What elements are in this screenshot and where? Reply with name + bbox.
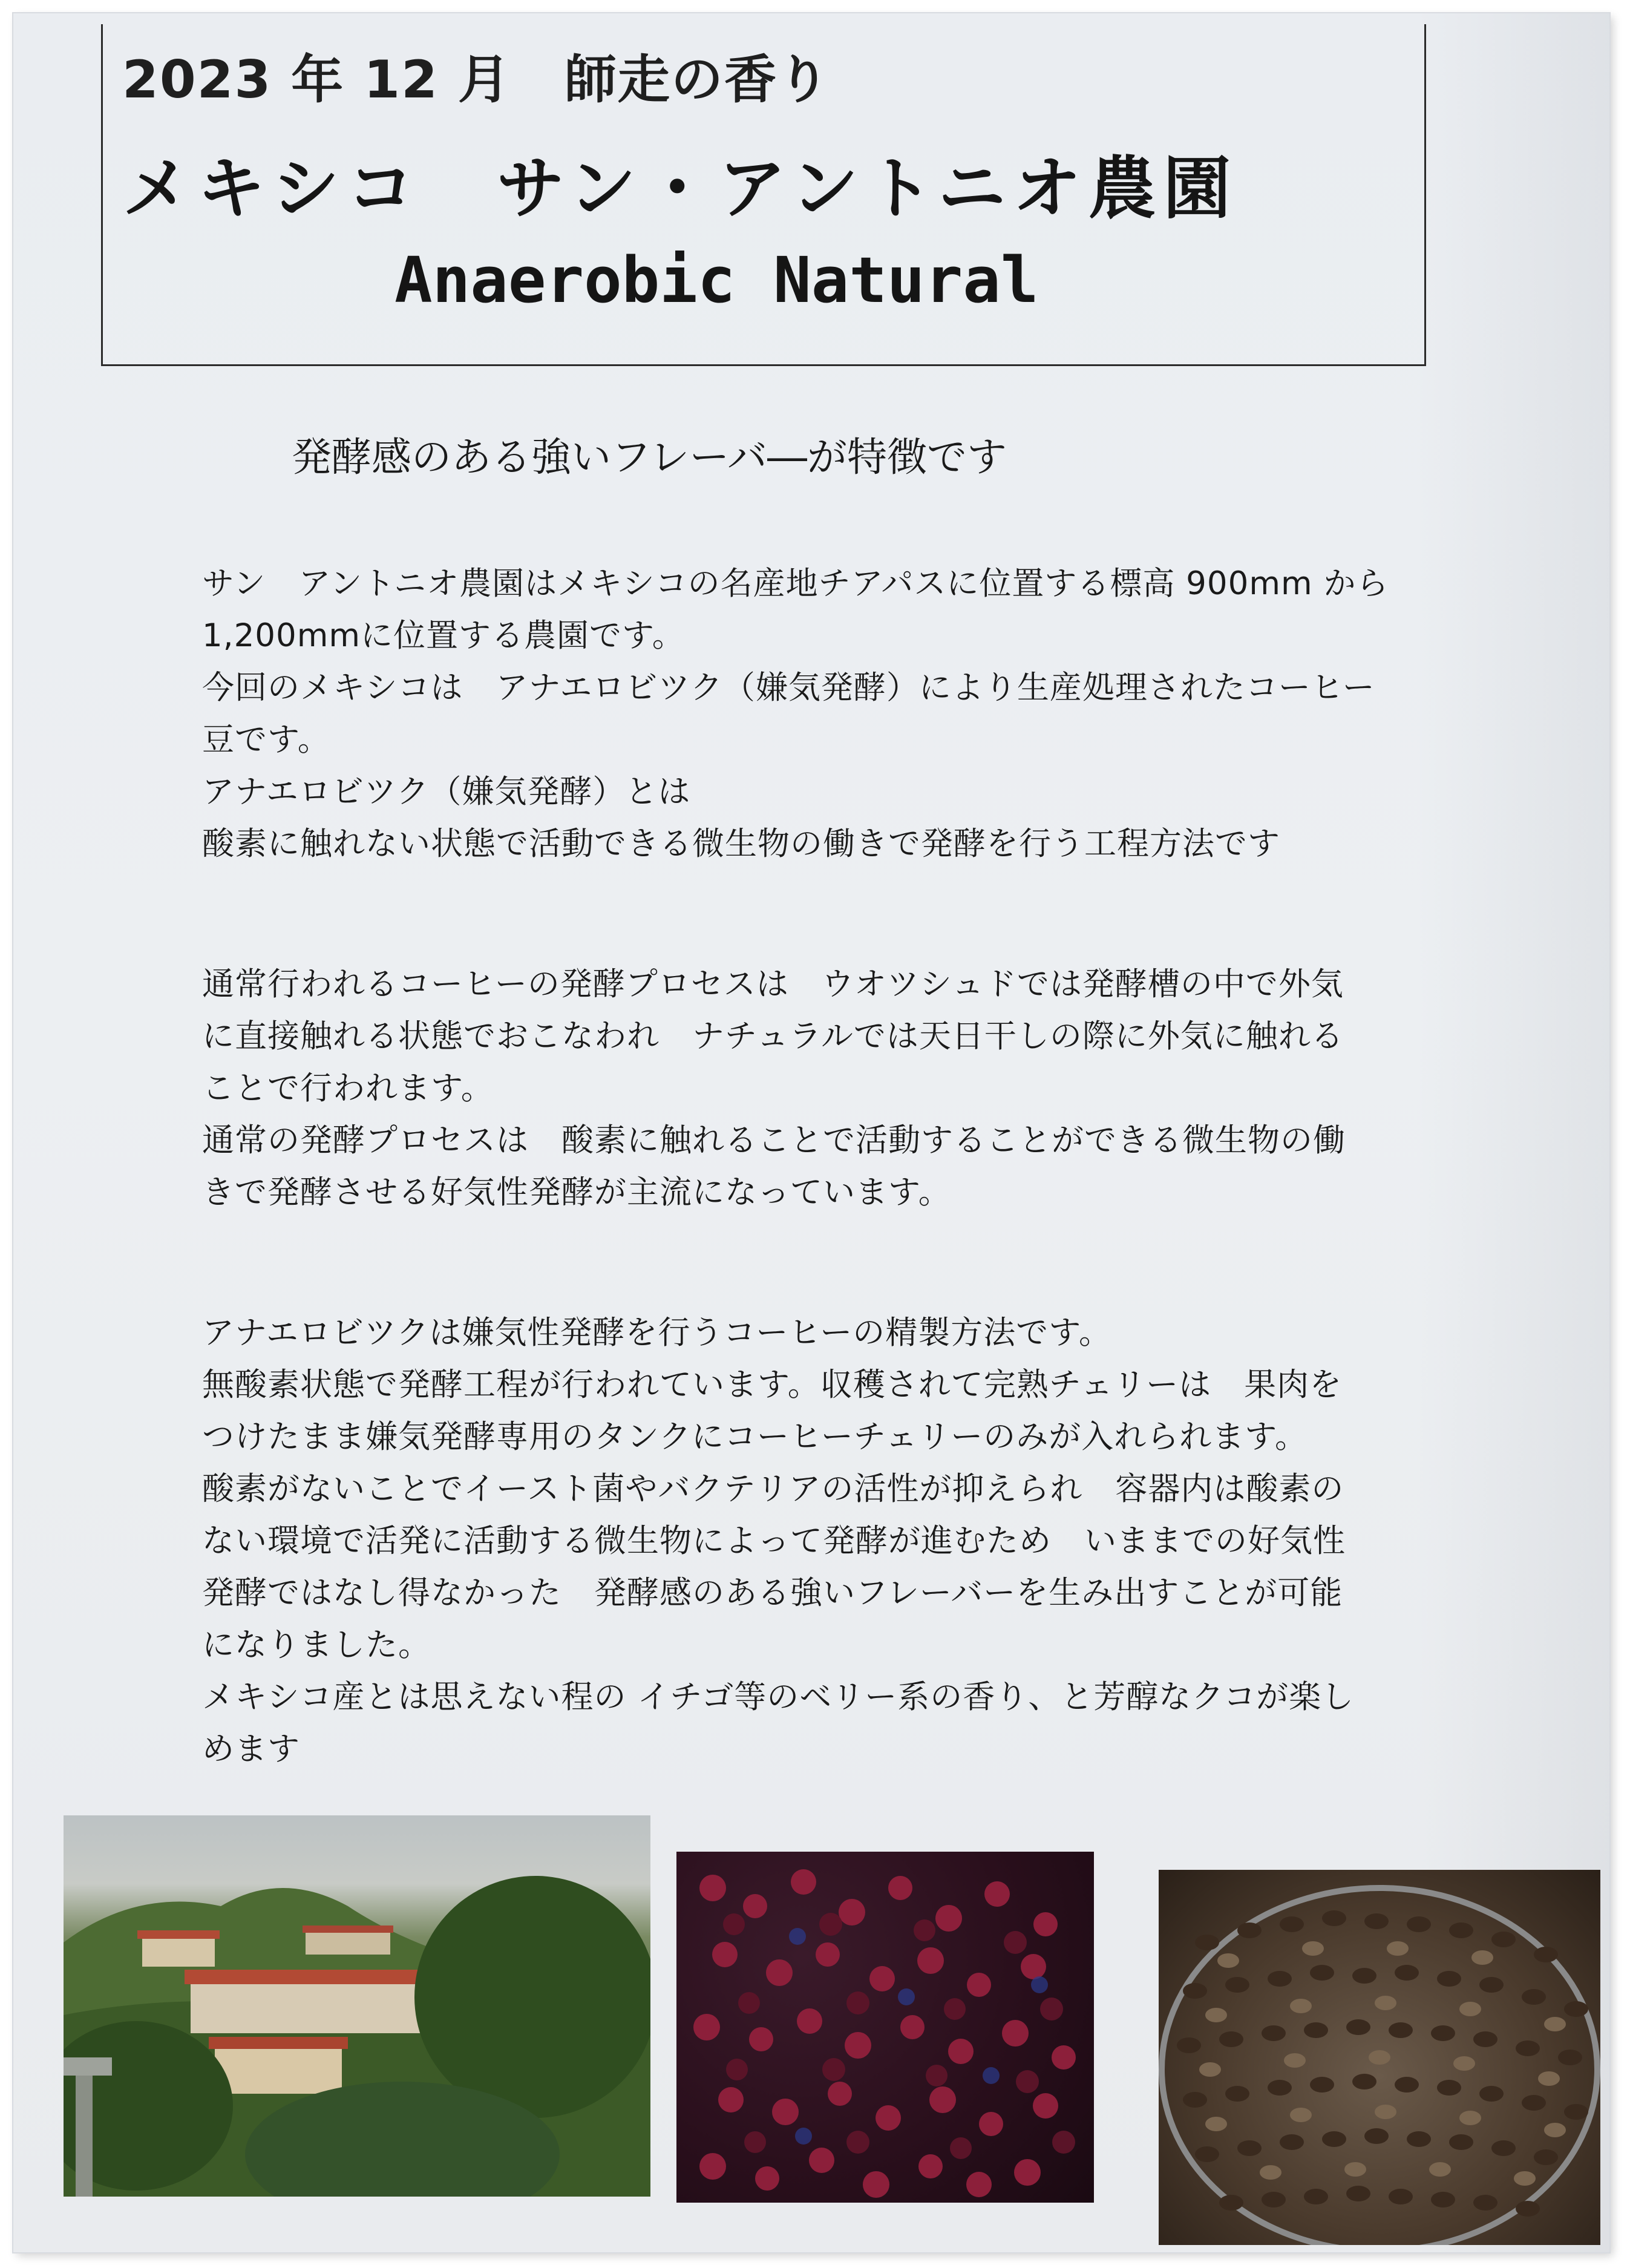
- text-line: 無酸素状態で発酵工程が行われています。収穫されて完熟チェリーは 果肉を: [202, 1366, 1343, 1403]
- paragraph-gap: [202, 870, 1448, 959]
- tagline: 発酵感のある強いフレーバ―が特徴です: [292, 434, 1007, 480]
- paragraph-gap: [202, 1219, 1448, 1307]
- process-title: Anaerobic Natural: [394, 243, 1039, 317]
- body-text: [202, 558, 1448, 1775]
- date-title: 2023 年 12 月 師走の香り: [122, 50, 831, 110]
- paragraph-1: [202, 558, 1448, 870]
- text-line: 豆です。: [202, 721, 330, 758]
- roasted-coffee-beans-photo: [1159, 1870, 1600, 2245]
- text-line: つけたまま嫌気発酵専用のタンクにコーヒーチェリーのみが入れられます。: [202, 1418, 1308, 1455]
- text-line: ことで行われます。: [202, 1070, 494, 1107]
- text-line: 今回のメキシコは アナエロビツク（嫌気発酵）により生産処理されたコーヒー: [202, 669, 1375, 706]
- beans-drawing: [1159, 1870, 1600, 2245]
- farm-landscape-drawing: [64, 1815, 650, 2197]
- text-line: 通常の発酵プロセスは 酸素に触れることで活動することができる微生物の働: [202, 1122, 1346, 1159]
- text-line: アナエロビツク（嫌気発酵）とは: [202, 773, 691, 810]
- text-line: 酸素に触れない状態で活動できる微生物の働きで発酵を行う工程方法です: [202, 825, 1280, 862]
- text-line: 1,200mmに位置する農園です。: [202, 617, 685, 654]
- text-line: きで発酵させる好気性発酵が主流になっています。: [202, 1174, 951, 1211]
- farm-title: メキシコ サン・アントニオ農園: [122, 149, 1239, 228]
- text-line: ない環境で活発に活動する微生物によって発酵が進むため いままでの好気性: [202, 1522, 1346, 1559]
- paragraph-2: [202, 959, 1448, 1219]
- text-line: 通常行われるコーヒーの発酵プロセスは ウオツシュドでは発酵槽の中で外気: [202, 966, 1344, 1003]
- farm-landscape-photo: [64, 1815, 650, 2197]
- text-line: に直接触れる状態でおこなわれ ナチュラルでは天日干しの際に外気に触れる: [202, 1018, 1344, 1055]
- text-line: サン アントニオ農園はメキシコの名産地チアパスに位置する標高 900mm から: [202, 565, 1389, 602]
- cherries-drawing: [676, 1852, 1094, 2203]
- text-line: メキシコ産とは思えない程の イチゴ等のベリー系の香り、と芳醇なクコが楽し: [202, 1679, 1355, 1716]
- text-line: めます: [202, 1731, 300, 1768]
- text-line: 酸素がないことでイースト菌やバクテリアの活性が抑えられ 容器内は酸素の: [202, 1470, 1344, 1507]
- text-line: になりました。: [202, 1627, 431, 1663]
- text-line: 発酵ではなし得なかった 発酵感のある強いフレーバーを生み出すことが可能: [202, 1575, 1343, 1611]
- text-line: アナエロビツクは嫌気性発酵を行うコーヒーの精製方法です。: [202, 1314, 1111, 1351]
- paragraph-3: [202, 1307, 1448, 1775]
- red-coffee-cherries-photo: [676, 1852, 1094, 2203]
